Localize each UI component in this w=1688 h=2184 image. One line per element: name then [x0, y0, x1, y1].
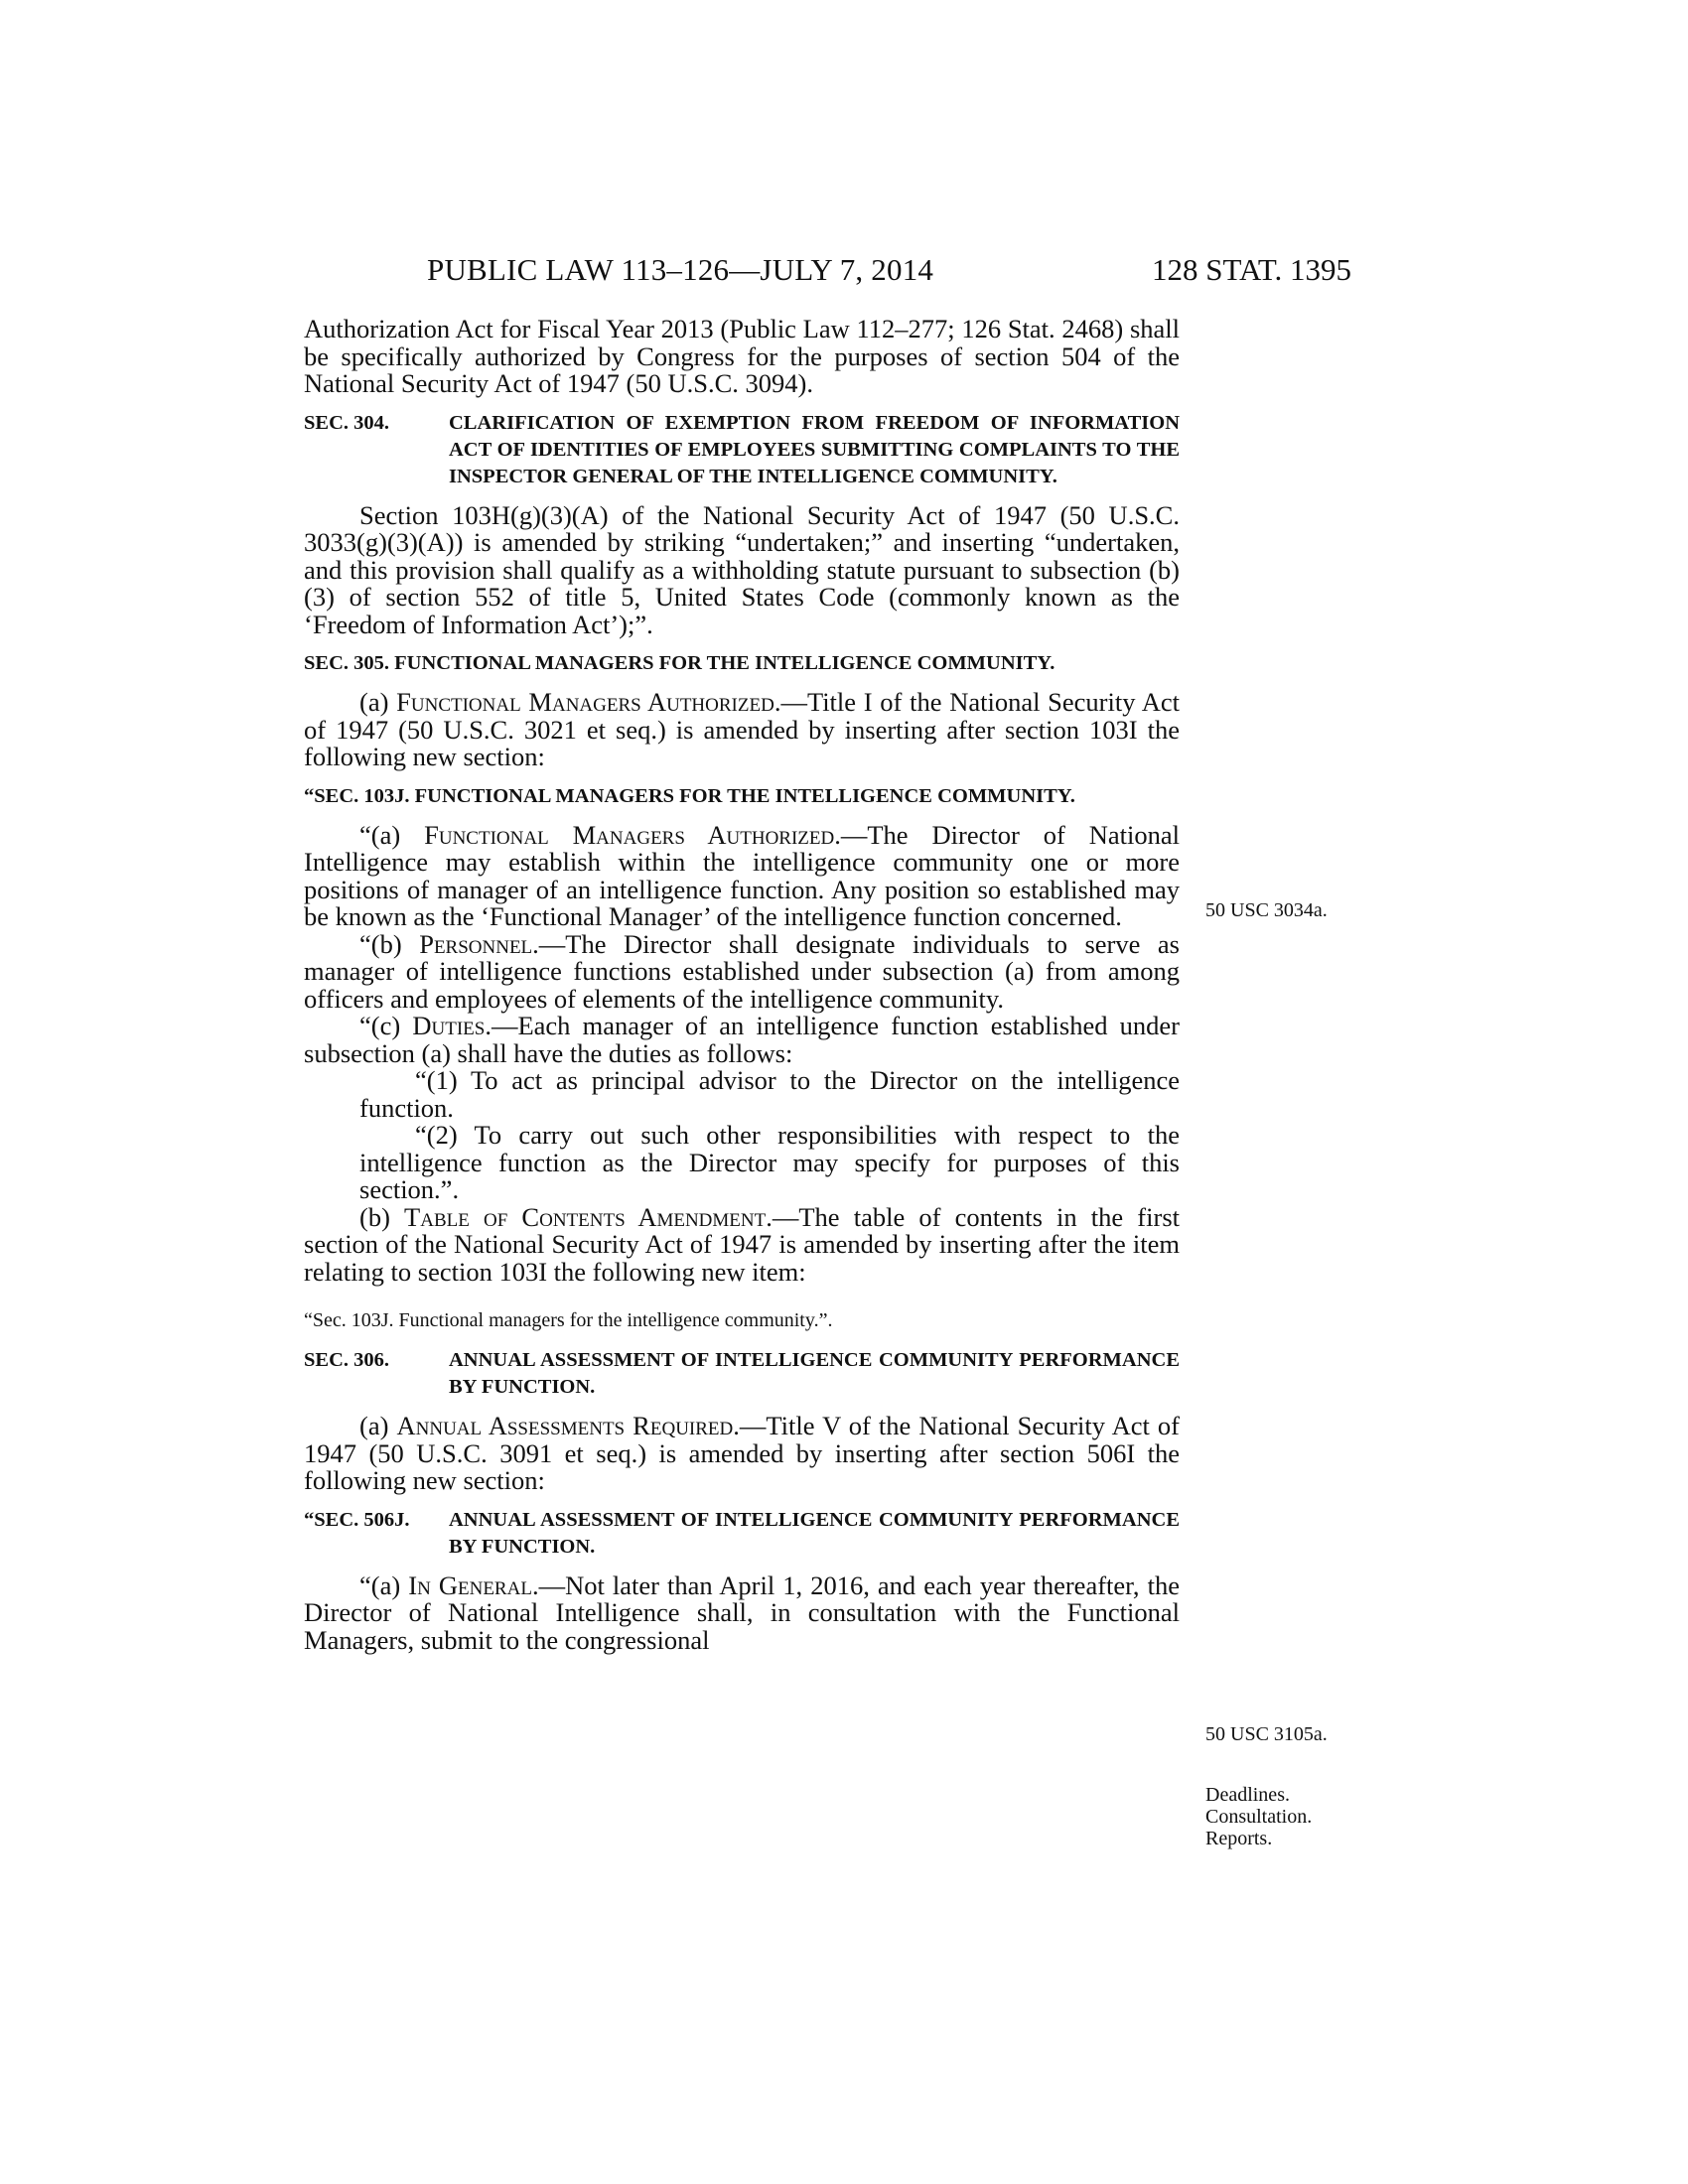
section-title: ANNUAL ASSESSMENT OF INTELLIGENCE COMMUNITY PERFORMANCE BY FUNCTION.	[449, 1349, 1180, 1398]
section-103j-subsection-a	[304, 819, 1180, 931]
section-title: CLARIFICATION OF EXEMPTION FROM FREEDOM OF INFORMATION ACT OF IDENTITIES OF EMPLOYEES SUBMITTING COMPLAINTS TO THE INSPECTOR GENERAL OF THE INTELLIGENCE COMMUNITY.	[449, 411, 1180, 487]
section-306-subsection-a	[304, 1413, 1180, 1495]
subsection-heading: Table of Contents Amendment	[404, 1201, 767, 1232]
subsection-text: .—The Director of National Intelligence may establish within the intelligence community one or more positions of manager of an intelligence function. Any position so established may be known as the ‘Functional Manager’ of the intelligence function concerned.	[304, 819, 1180, 931]
subsection-lead: “(c)	[359, 1011, 413, 1040]
subsection-lead: (b)	[359, 1201, 405, 1232]
running-header-title: PUBLIC LAW 113–126—JULY 7, 2014	[427, 252, 934, 287]
subsection-text: .—Title V of the National Security Act of 1947 (50 U.S.C. 3091 et seq.) is amended by inserting after section 506I the following new section:	[304, 1411, 1181, 1495]
section-heading-103j: “SEC. 103J. FUNCTIONAL MANAGERS FOR THE INTELLIGENCE COMMUNITY.	[304, 784, 1075, 807]
subsection-text: .—Not later than April 1, 2016, and each year thereafter, the Director of National Intelligence shall, in consultation with the Functional Managers, submit to the congressional	[304, 1570, 1180, 1655]
subsection-lead: (a)	[359, 1411, 397, 1440]
subsection-text: .—The table of contents in the first section of the National Security Act of 1947 is amended by inserting after the item relating to section 103I the following new item:	[304, 1201, 1180, 1287]
section-506j-subsection-a	[304, 1572, 1180, 1655]
margin-note-deadlines: Deadlines.	[1205, 1784, 1290, 1806]
subsection-lead: (a)	[359, 687, 397, 717]
subsection-lead: “(a)	[359, 819, 425, 850]
subsection-lead: “(a)	[359, 1570, 409, 1600]
section-103j-subsection-c	[304, 1013, 1180, 1067]
intro-paragraph: Authorization Act for Fiscal Year 2013 (Public Law 112–277; 126 Stat. 2468) shall be specifically authorized by Congress for the purposes of section 504 of the National Security Act of 1947 (50 U.S.C. 3094).	[304, 314, 1180, 398]
paragraph-c2: “(2) To carry out such other responsibilities with respect to the intelligence function as the Director may specify for purposes of this section.”.	[359, 1120, 1180, 1204]
subsection-lead: “(b)	[359, 928, 420, 959]
subsection-heading: Personnel	[419, 928, 533, 959]
section-number: SEC. 304.	[304, 411, 390, 434]
section-number: “SEC. 506J.	[304, 1508, 410, 1531]
subsection-heading: Annual Assessments Required	[396, 1411, 734, 1440]
section-title: ANNUAL ASSESSMENT OF INTELLIGENCE COMMUNITY PERFORMANCE BY FUNCTION.	[449, 1508, 1180, 1558]
margin-note-usc-3034a: 50 USC 3034a.	[1205, 899, 1328, 921]
section-304-text: Section 103H(g)(3)(A) of the National Security Act of 1947 (50 U.S.C. 3033(g)(3)(A)) is amended by striking “undertaken;” and inserting “undertaken, and this provision shall qualify as a withholding statute pursuant to subsection (b)(3) of section 552 of title 5, United States Code (commonly known as the ‘Freedom of Information Act’);”.	[304, 499, 1180, 639]
section-heading-305: SEC. 305. FUNCTIONAL MANAGERS FOR THE INTELLIGENCE COMMUNITY.	[304, 652, 1055, 674]
section-305-subsection-a	[304, 689, 1180, 771]
subsection-heading: Duties	[412, 1011, 486, 1040]
section-305-subsection-b	[304, 1201, 1180, 1287]
section-heading-304	[304, 410, 1180, 490]
subsection-text: .—The Director shall designate individuals to serve as manager of intelligence functions established under subsection (a) from among officers and employees of elements of the intelligence community.	[304, 928, 1180, 1014]
page-stat-number: 128 STAT. 1395	[1152, 252, 1352, 287]
subsection-text: .—Each manager of an intelligence function established under subsection (a) shall have the duties as follows:	[304, 1011, 1180, 1068]
margin-note-reports: Reports.	[1205, 1828, 1273, 1849]
subsection-text: .—Title I of the National Security Act of 1947 (50 U.S.C. 3021 et seq.) is amended by inserting after section 103I the following new section:	[304, 687, 1180, 771]
margin-note-consultation: Consultation.	[1205, 1806, 1313, 1828]
paragraph-c1: “(1) To act as principal advisor to the Director on the intelligence function.	[359, 1065, 1180, 1123]
section-number: SEC. 306.	[304, 1349, 390, 1371]
subsection-heading: In General	[408, 1570, 532, 1600]
subsection-heading: Functional Managers Authorized	[424, 819, 835, 850]
document-body	[304, 316, 1180, 1654]
table-of-contents-item: “Sec. 103J. Functional managers for the intelligence community.”.	[304, 1309, 833, 1331]
section-heading-506j	[304, 1507, 1180, 1561]
subsection-heading: Functional Managers Authorized	[396, 687, 774, 717]
section-heading-306	[304, 1347, 1180, 1401]
section-103j-subsection-b	[304, 928, 1180, 1014]
margin-note-usc-3105a: 50 USC 3105a.	[1205, 1723, 1328, 1745]
